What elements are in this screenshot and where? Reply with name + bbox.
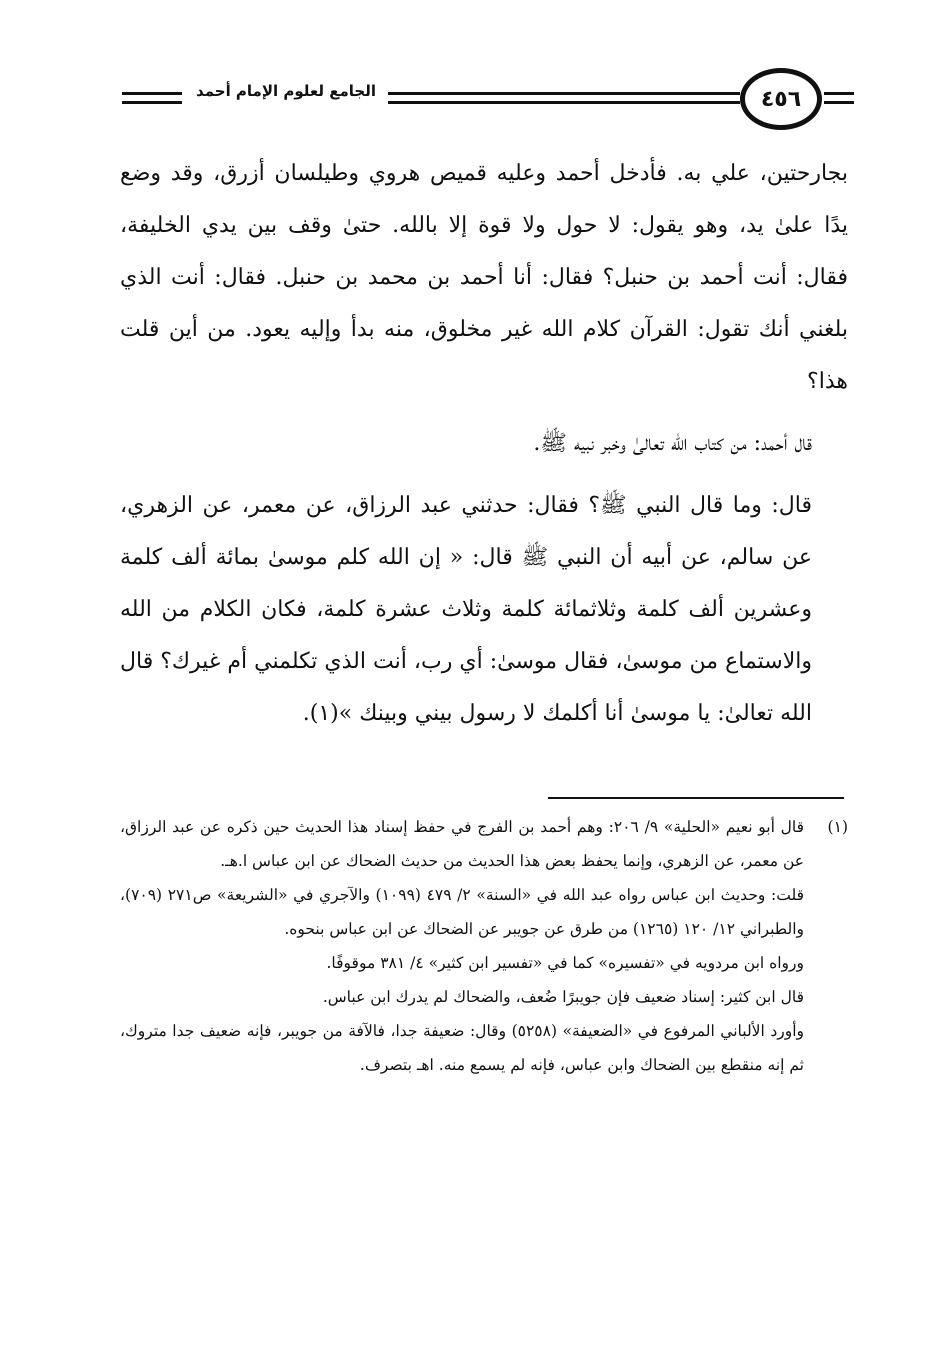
footnote-marker: (١): [827, 818, 848, 836]
header-rule-middle: [388, 92, 740, 104]
footnote-paragraph: قلت: وحديث ابن عباس رواه عبد الله في «السنة» ٢/ ٤٧٩ (١٠٩٩) والآجري في «الشريعة» ص٢٧١ (٧٠٩)، والطبراني ١٢/ ١٢٠ (١٢٦٥) من طرق عن جويبر عن الضحاك عن ابن عباس بنحوه.: [120, 886, 804, 938]
footnote-text: قال أبو نعيم «الحلية» ٩/ ٢٠٦: وهم أحمد بن الفرج في حفظ إسناد هذا الحديث حين ذكره عن عبد الرزاق، عن معمر، عن الزهري، وإنما يحفظ بعض هذا الحديث من حديث الضحاك عن ابن عباس ا.هـ.: [120, 818, 805, 870]
paragraph: قال: وما قال النبي ﷺ؟ فقال: حدثني عبد الرزاق، عن معمر، عن الزهري، عن سالم، عن أبيه أن النبي ﷺ قال: « إن الله كلم موسىٰ بمائة ألف كلمة وعشرين ألف كلمة وثلاثمائة كلمة وثلاث عشرة كلمة، فكان الكلام من الله والاستماع من موسىٰ، فقال موسىٰ: أي رب، أنت الذي تكلمني أم غيرك؟ قال الله تعالىٰ: يا موسىٰ أنا أكلمك لا رسول بيني وبينك »(١).: [120, 493, 812, 726]
header-rule-right: [824, 92, 854, 104]
footnotes: [120, 810, 848, 1082]
footnote-separator: [548, 797, 844, 799]
running-title: الجامع لعلوم الإمام أحمد: [196, 82, 376, 100]
paragraph: بجارحتين، علي به. فأدخل أحمد وعليه قميص هروي وطيلسان أزرق، وقد وضع يدًا علىٰ يد، وهو يقول: لا حول ولا قوة إلا بالله. حتىٰ وقف بين يدي الخليفة، فقال: أنت أحمد بن حنبل؟ فقال: أنا أحمد بن محمد بن حنبل. فقال: أنت الذي بلغني أنك تقول: القرآن كلام الله غير مخلوق، منه بدأ وإليه يعود. من أين قلت هذا؟: [120, 161, 848, 394]
footnote-paragraph: قال ابن كثير: إسناد ضعيف فإن جويبرًا ضُعف، والضحاك لم يدرك ابن عباس.: [322, 988, 804, 1006]
footnote-paragraph: ورواه ابن مردويه في «تفسيره» كما في «تفسير ابن كثير» ٤/ ٣٨١ موقوفًا.: [326, 954, 804, 972]
footnote-paragraph: وأورد الألباني المرفوع في «الضعيفة» (٥٢٥٨) وقال: ضعيفة جدا، فالآفة من جويبر، فإنه ضعيف جدا متروك، ثم إنه منقطع بين الضحاك وابن عباس، فإنه لم يسمع منه. اهـ بتصرف.: [120, 1022, 804, 1074]
paragraph: قال أحمد: من كتاب الله تعالىٰ وخبر نبيه ﷺ.: [533, 431, 812, 456]
footnote-1: [120, 810, 848, 878]
header-rule-left: [122, 92, 182, 104]
main-text: [120, 148, 848, 750]
page-number: ٤٥٦: [740, 68, 822, 130]
page-header: [112, 66, 854, 136]
